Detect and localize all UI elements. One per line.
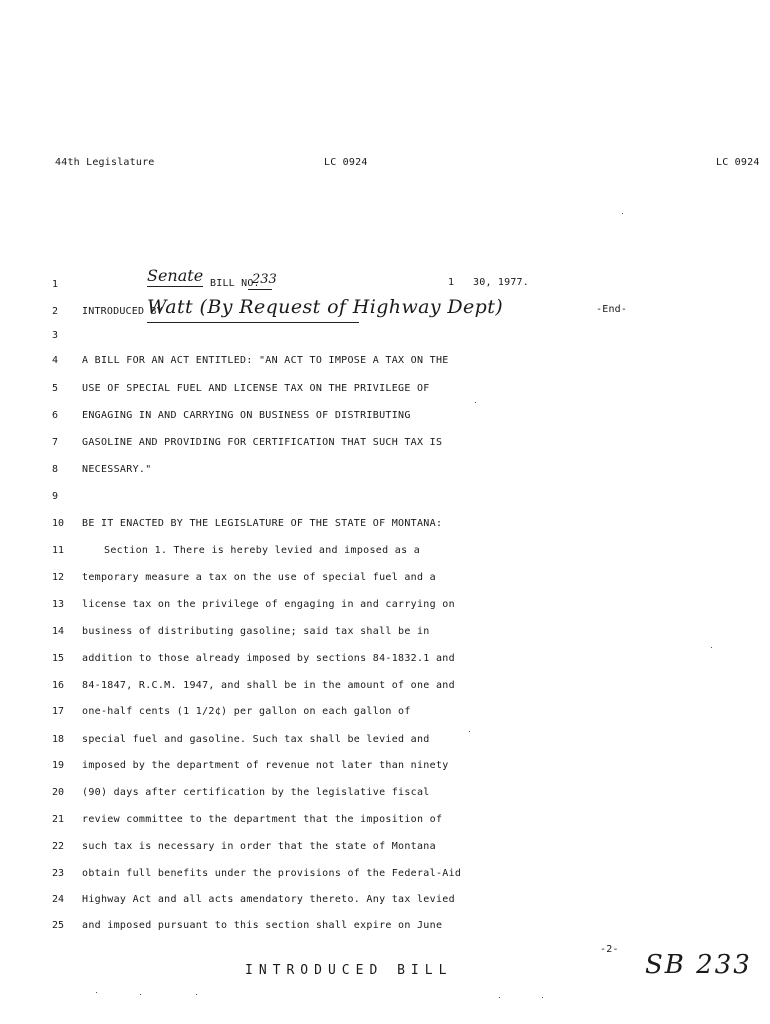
scan-speck: [475, 402, 476, 403]
scan-speck: [542, 997, 543, 998]
chamber-handwritten: Senate: [147, 266, 204, 285]
lc-code-center: LC 0924: [324, 157, 368, 168]
scan-speck: [711, 647, 712, 648]
line-number: 12: [52, 572, 65, 583]
scan-speck: [140, 994, 141, 995]
scan-speck: [96, 992, 97, 993]
introduced-bill-footer: INTRODUCED BILL: [245, 963, 453, 978]
bill-line: review committee to the department that the imposition of: [82, 814, 443, 825]
line-number: 7: [52, 437, 59, 448]
chamber-underline: [147, 286, 203, 287]
end-marker: -End-: [596, 304, 628, 315]
introduced-by-label: INTRODUCED BY: [82, 306, 163, 317]
scan-speck: [196, 994, 197, 995]
line-number: 24: [52, 894, 65, 905]
bill-line: addition to those already imposed by sections 84-1832.1 and: [82, 653, 455, 664]
line-number: 21: [52, 814, 65, 825]
line-number: 11: [52, 545, 65, 556]
bill-line: NECESSARY.": [82, 464, 152, 475]
bill-no-underline: [248, 289, 272, 290]
bill-line: USE OF SPECIAL FUEL AND LICENSE TAX ON THE PRIVILEGE OF: [82, 383, 430, 394]
line-number: 10: [52, 518, 65, 529]
page2-line-text: 30, 1977.: [473, 277, 529, 288]
line-number: 17: [52, 706, 65, 717]
bill-line: obtain full benefits under the provisions of the Federal-Aid: [82, 868, 462, 879]
sb-stamp: SB 233: [645, 950, 752, 980]
line-number: 14: [52, 626, 65, 637]
bill-line: ENGAGING IN AND CARRYING ON BUSINESS OF DISTRIBUTING: [82, 410, 411, 421]
bill-no-value: 233: [252, 272, 277, 287]
introduced-by-handwritten: Watt (By Request of Highway Dept): [147, 296, 504, 318]
line-number: 8: [52, 464, 59, 475]
line-number: 22: [52, 841, 65, 852]
bill-line: imposed by the department of revenue not later than ninety: [82, 760, 449, 771]
page2-line-number: 1: [448, 277, 455, 288]
bill-line: Highway Act and all acts amendatory thereto. Any tax levied: [82, 894, 455, 905]
line-number: 3: [52, 330, 59, 341]
line-number: 1: [52, 279, 59, 290]
bill-line: A BILL FOR AN ACT ENTITLED: "AN ACT TO IMPOSE A TAX ON THE: [82, 355, 449, 366]
legislature-label: 44th Legislature: [55, 157, 155, 168]
bill-line: and imposed pursuant to this section shall expire on June: [82, 920, 443, 931]
line-number: 25: [52, 920, 65, 931]
bill-line: Section 1. There is hereby levied and imposed as a: [104, 545, 421, 556]
line-number: 18: [52, 734, 65, 745]
line-number: 16: [52, 680, 65, 691]
bill-line: (90) days after certification by the legislative fiscal: [82, 787, 430, 798]
line-number: 5: [52, 383, 59, 394]
line-number: 20: [52, 787, 65, 798]
bill-line: BE IT ENACTED BY THE LEGISLATURE OF THE STATE OF MONTANA:: [82, 518, 443, 529]
line-number: 4: [52, 355, 59, 366]
bill-line: license tax on the privilege of engaging in and carrying on: [82, 599, 455, 610]
bill-line: one-half cents (1 1/2¢) per gallon on each gallon of: [82, 706, 411, 717]
line-number: 15: [52, 653, 65, 664]
page-number: -2-: [600, 944, 619, 955]
bill-line: such tax is necessary in order that the state of Montana: [82, 841, 436, 852]
bill-line: business of distributing gasoline; said tax shall be in: [82, 626, 430, 637]
bill-line: GASOLINE AND PROVIDING FOR CERTIFICATION THAT SUCH TAX IS: [82, 437, 443, 448]
introduced-by-underline: [147, 322, 359, 323]
line-number: 23: [52, 868, 65, 879]
line-number: 9: [52, 491, 59, 502]
line-number: 6: [52, 410, 59, 421]
line-number: 19: [52, 760, 65, 771]
scan-speck: [622, 213, 623, 214]
line-number: 2: [52, 306, 59, 317]
line-number: 13: [52, 599, 65, 610]
scan-speck: [499, 997, 500, 998]
bill-line: special fuel and gasoline. Such tax shall be levied and: [82, 734, 430, 745]
bill-line: 84-1847, R.C.M. 1947, and shall be in the amount of one and: [82, 680, 455, 691]
lc-code-right: LC 0924: [716, 157, 760, 168]
scan-speck: [469, 731, 470, 732]
bill-no-label: BILL NO.: [210, 278, 260, 289]
bill-line: temporary measure a tax on the use of special fuel and a: [82, 572, 436, 583]
